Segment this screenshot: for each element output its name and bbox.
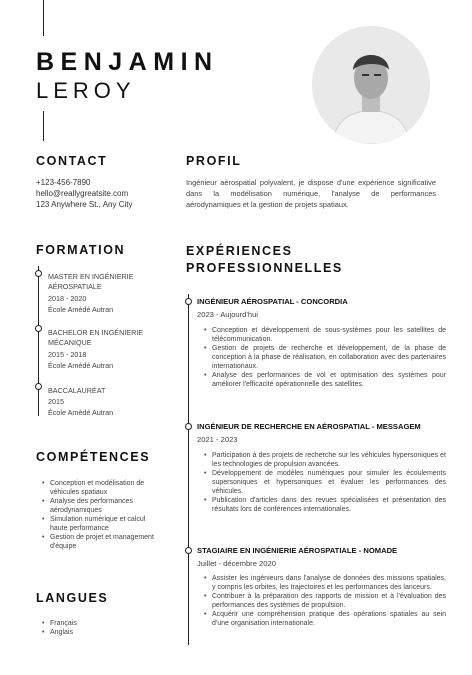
education-school: École Amédé Autran [48,408,114,417]
job-bullet: • Conception et développement de sous-systèmes pour les satellites de télécommunication. [212,326,446,344]
job-title: INGÉNIEUR DE RECHERCHE EN AÉROSPATIAL - MESSAGEM [197,422,421,431]
competences-list [40,479,160,551]
job-dates: 2023 - Aujourd'hui [197,310,258,319]
experiences-timeline [188,294,189,645]
header-bottom-divider [43,111,44,141]
first-name: BENJAMIN [36,48,219,76]
profile-photo [312,26,430,144]
header-top-divider [43,0,44,36]
job-bullet: • Assister les ingénieurs dans l'analyse de données des missions spatiales, y compris les orbites, les trajectoires et les performances des lanceurs. [212,574,446,592]
job-bullet: • Contribuer à la préparation des rapports de mission et à l'évaluation des performances des systèmes de propulsion. [212,592,446,610]
timeline-dot [185,423,192,430]
timeline-dot [35,270,42,277]
profil-heading: PROFIL [186,154,242,168]
timeline-dot [185,298,192,305]
job-dates: 2021 - 2023 [197,435,238,444]
timeline-dot [35,383,42,390]
contact-address: 123 Anywhere St., Any City [36,200,133,209]
job-title: STAGIAIRE EN INGÉNIERIE AÉROSPATIALE - NOMADE [197,546,398,555]
last-name: LEROY [36,78,136,103]
langue-item: • Anglais [50,628,160,637]
competences-heading: COMPÉTENCES [36,450,151,464]
experiences-heading-line1: EXPÉRIENCES [186,244,293,258]
education-years: 2015 [48,397,64,406]
competence-item: • Gestion de projet et management d'équipe [50,533,160,551]
job-title: INGÉNIEUR AÉROSPATIAL - CONCORDIA [197,297,348,306]
contact-heading: CONTACT [36,154,108,168]
experiences-heading-line2: PROFESSIONNELLES [186,261,343,275]
contact-email[interactable]: hello@reallygreatsite.com [36,189,129,198]
langue-item: • Français [50,619,160,628]
person-portrait-icon [312,26,430,144]
formation-heading: FORMATION [36,243,126,257]
job-bullet: • Publication d'articles dans des revues spécialisées et présentation des résultats lors de conférences internationales. [212,496,446,514]
job-bullet: • Développement de modèles numériques pour simuler les écoulements supersoniques et hypersoniques et évaluer les performances des véhicules. [212,469,446,496]
profil-text: Ingénieur aérospatial polyvalent, je dispose d'une expérience significative dans la modélisation numérique, l'analyse de performances aérodynamiques et la gestion de projets spatiaux. [186,178,436,209]
langues-list [40,619,160,637]
education-years: 2015 - 2018 [48,350,87,359]
competence-item: • Analyse des performances aérodynamiques [50,497,160,515]
langues-heading: LANGUES [36,591,109,605]
job-bullets [202,574,446,628]
job-bullets [202,326,446,389]
experiences-heading [186,243,343,277]
competence-item: • Conception et modélisation de véhicules spatiaux [50,479,160,497]
job-bullet: • Participation à des projets de recherche sur les véhicules hypersoniques et les technologies de propulsion avancées. [212,451,446,469]
contact-phone: +123-456-7890 [36,178,91,187]
education-degree: BACHELOR EN INGÉNIERIE MÉCANIQUE [48,328,144,347]
job-bullet: • Analyse des performances de vol et optimisation des systèmes pour améliorer l'efficacité opérationnelle des satellites. [212,371,446,389]
education-degree: BACCALAURÉAT [48,386,106,395]
education-school: École Amédé Autran [48,361,114,370]
job-bullet: • Gestion de projets de recherche et développement, de la phase de conception à la phase de réalisation, en collaboration avec des partenaires internationaux. [212,344,446,371]
job-bullet: • Acquérir une compréhension pratique des opérations spatiales au sein d'une organisation internationale. [212,610,446,628]
education-degree: MASTER EN INGÉNIERIE AÉROSPATIALE [48,272,134,291]
education-years: 2018 - 2020 [48,294,87,303]
formation-timeline [38,266,39,416]
education-school: École Amédé Autran [48,305,114,314]
competence-item: • Simulation numérique et calcul haute performance [50,515,160,533]
job-dates: Juillet - décembre 2020 [197,559,276,568]
timeline-dot [35,325,42,332]
timeline-dot [185,547,192,554]
job-bullets [202,451,446,514]
